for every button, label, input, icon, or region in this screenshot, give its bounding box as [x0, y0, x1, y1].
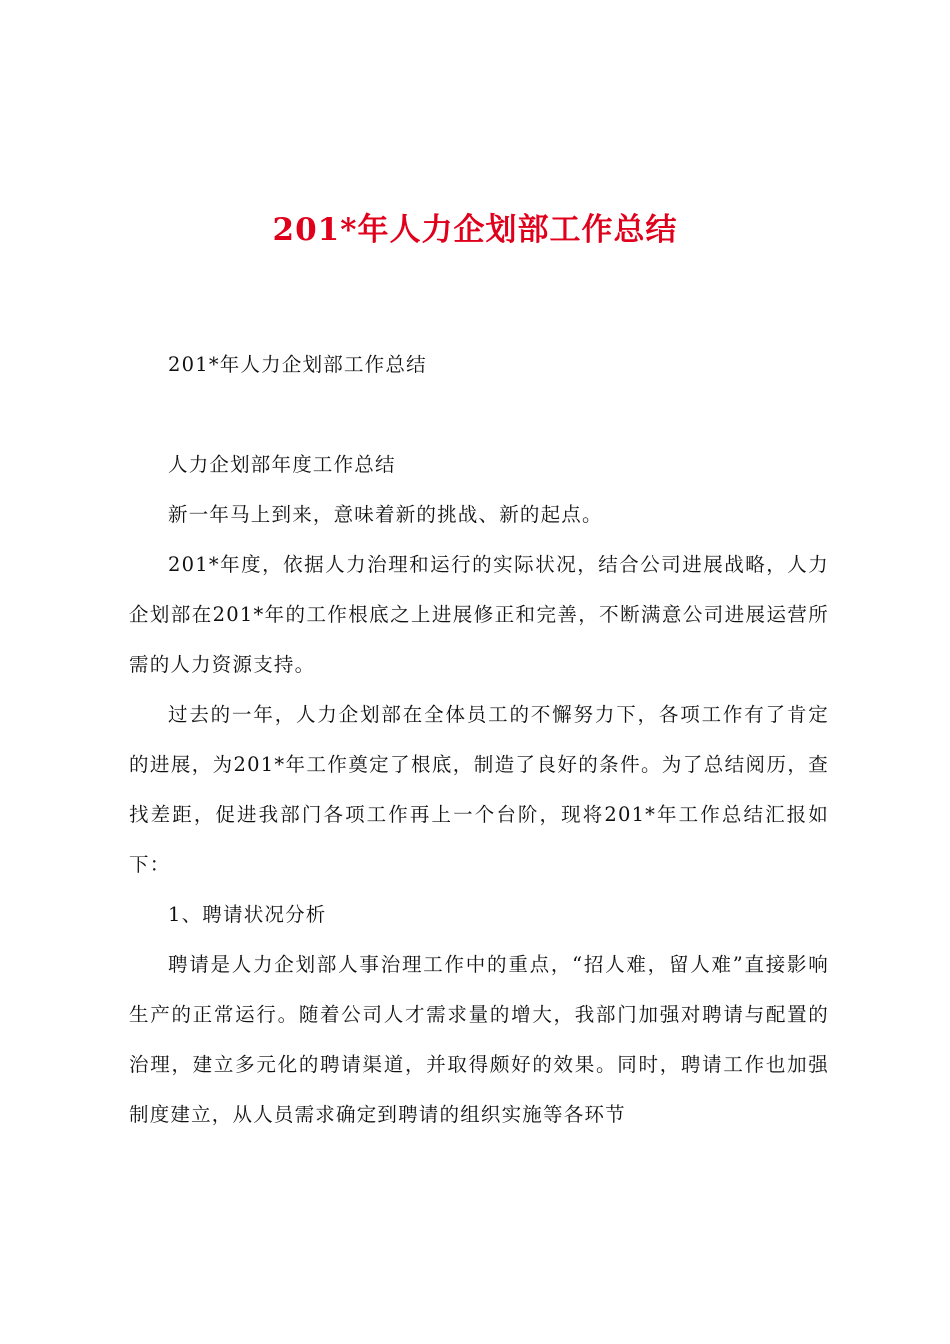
- document-title: 201*年人力企划部工作总结: [272, 212, 678, 248]
- intro-block: [129, 340, 829, 390]
- paragraph: 聘请是人力企划部人事治理工作中的重点，“招人难，留人难”直接影响生产的正常运行。随着公司人才需求量的增大，我部门加强对聘请与配置的治理，建立多元化的聘请渠道，并取得颇好的效果。同时，聘请工作也加强制度建立，从人员需求确定到聘请的组织实施等各环节: [129, 953, 829, 1126]
- paragraph: 201*年度，依据人力治理和运行的实际状况，结合公司进展战略，人力企划部在201*年的工作根底之上进展修正和完善，不断满意公司进展运营所需的人力资源支持。: [129, 553, 829, 676]
- paragraph: 新一年马上到来，意味着新的挑战、新的起点。: [168, 503, 603, 526]
- section-heading: 1、聘请状况分析: [168, 903, 327, 926]
- paragraph: 201*年人力企划部工作总结: [168, 353, 427, 376]
- paragraph: 过去的一年，人力企划部在全体员工的不懈努力下，各项工作有了肯定的进展，为201*年工作奠定了根底，制造了良好的条件。为了总结阅历，查找差距，促进我部门各项工作再上一个台阶，现将201*年工作总结汇报如下：: [129, 703, 829, 876]
- body-block: [129, 440, 829, 1140]
- paragraph: 人力企划部年度工作总结: [168, 453, 396, 476]
